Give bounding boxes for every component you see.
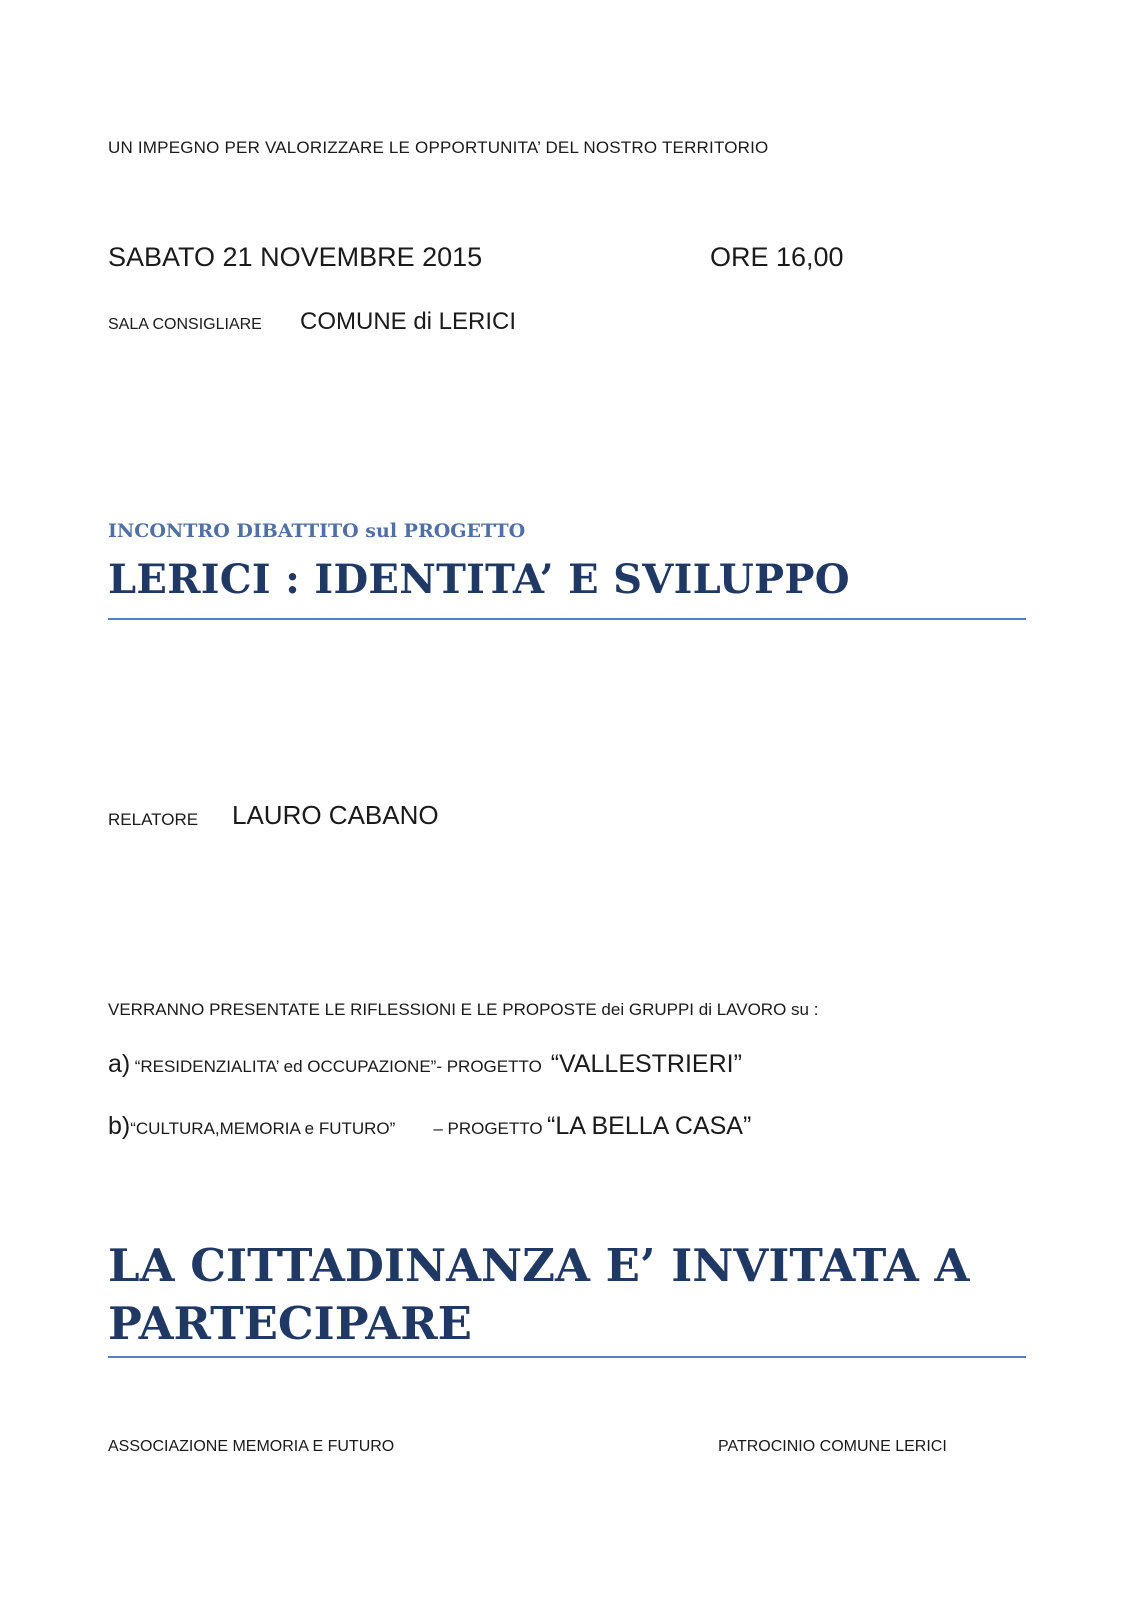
- intro-text: VERRANNO PRESENTATE LE RIFLESSIONI E LE PROPOSTE dei GRUPPI di LAVORO su :: [108, 1000, 819, 1019]
- list-project: “VALLESTRIERI”: [550, 1050, 742, 1078]
- list-marker: a): [108, 1050, 131, 1078]
- footer-organizer: ASSOCIAZIONE MEMORIA E FUTURO: [108, 1438, 395, 1455]
- event-title: LERICI : IDENTITA’ E SVILUPPO: [108, 556, 850, 603]
- list-item-a: [108, 1050, 742, 1079]
- closing-invitation: LA CITTADINANZA E’ INVITATA A PARTECIPARE: [108, 1239, 970, 1350]
- list-marker: b): [108, 1112, 131, 1140]
- venue-label: SALA CONSIGLIARE: [108, 316, 262, 333]
- event-subtitle: INCONTRO DIBATTITO sul PROGETTO: [108, 520, 526, 542]
- tagline: UN IMPEGNO PER VALORIZZARE LE OPPORTUNITA’ DEL NOSTRO TERRITORIO: [108, 138, 769, 157]
- footer-patronage: PATROCINIO COMUNE LERICI: [718, 1438, 947, 1455]
- speaker-name: LAURO CABANO: [232, 800, 439, 830]
- list-topic: “RESIDENZIALITA’ ed OCCUPAZIONE”- PROGETTO: [134, 1057, 542, 1076]
- list-item-b: [108, 1112, 751, 1141]
- event-date: SABATO 21 NOVEMBRE 2015: [108, 242, 483, 272]
- venue-name: COMUNE di LERICI: [300, 308, 517, 335]
- list-topic: “CULTURA,MEMORIA e FUTURO”: [130, 1119, 396, 1138]
- list-prefix: – PROGETTO: [433, 1119, 543, 1138]
- title-underline: [108, 618, 1026, 620]
- speaker-label: RELATORE: [108, 810, 199, 829]
- closing-underline: [108, 1356, 1026, 1358]
- list-project: “LA BELLA CASA”: [547, 1112, 752, 1140]
- event-time: ORE 16,00: [710, 242, 844, 272]
